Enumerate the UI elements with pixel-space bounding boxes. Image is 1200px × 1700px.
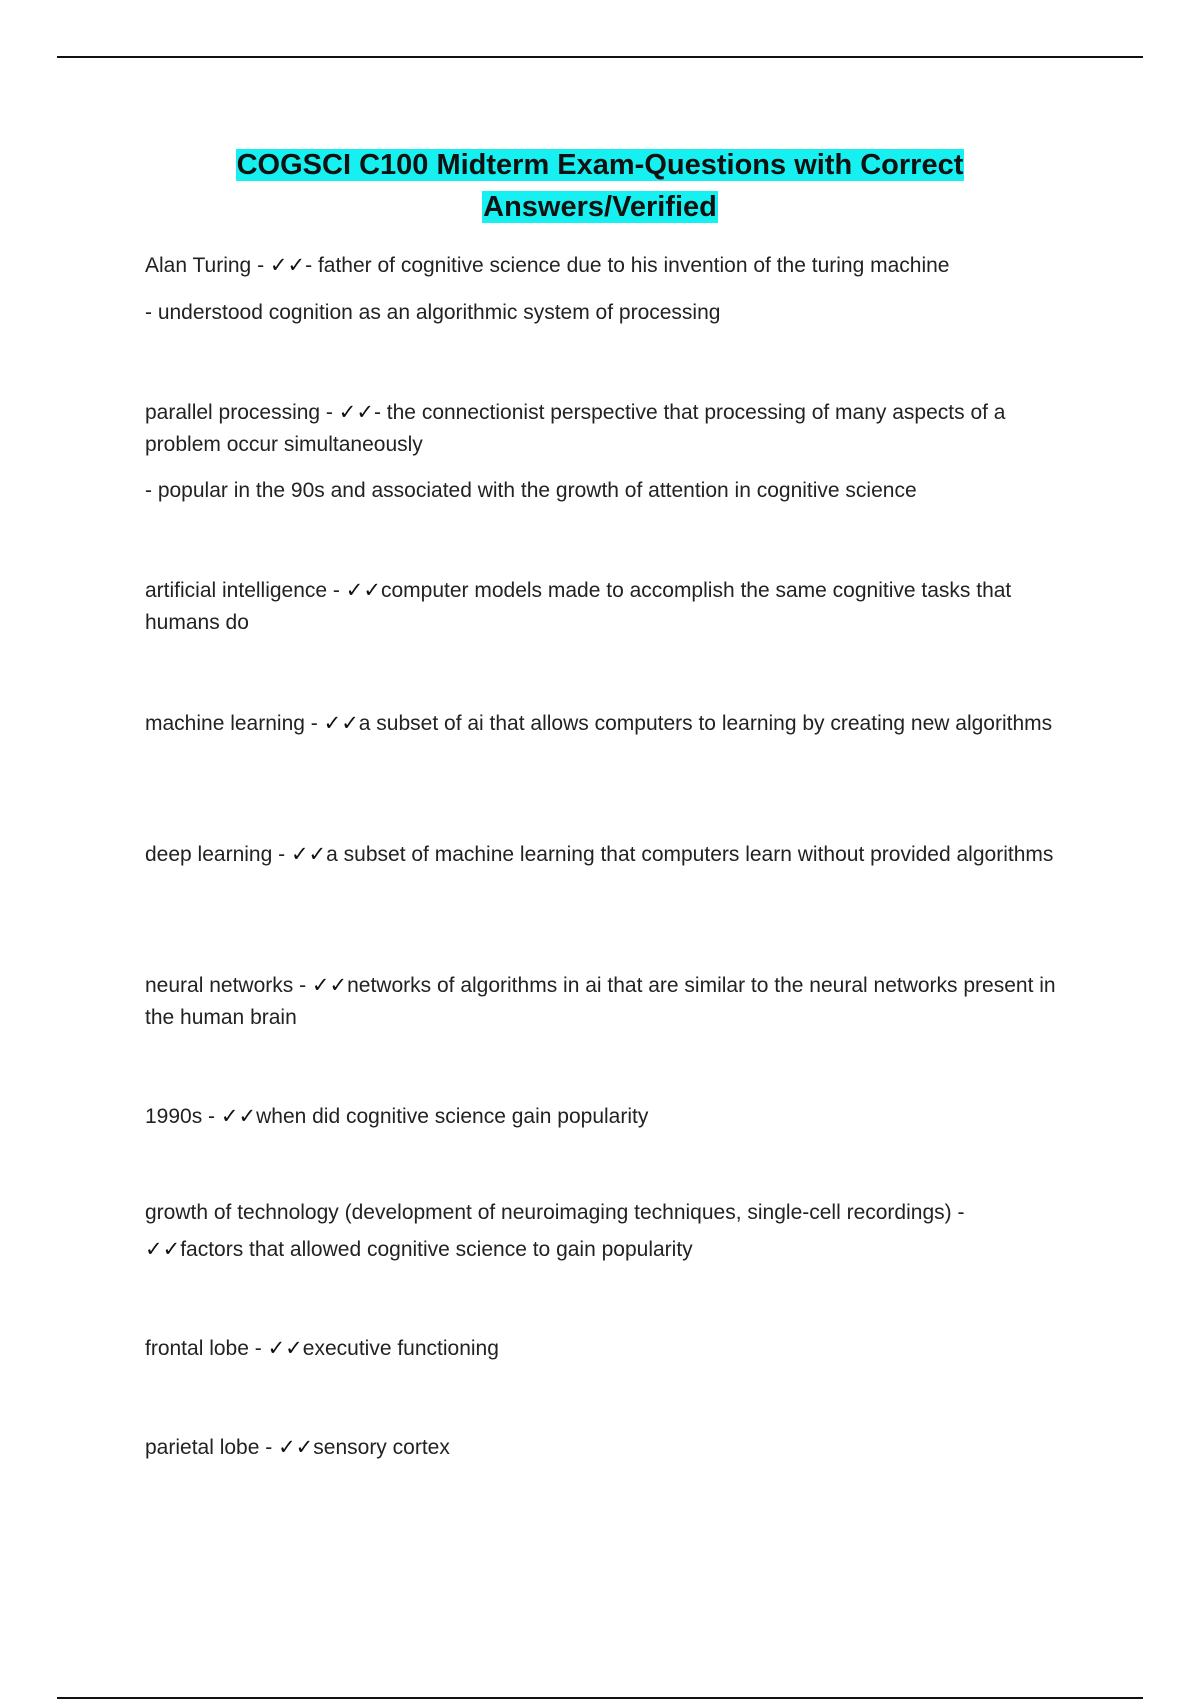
check-mark-icon: ✓✓ bbox=[338, 400, 374, 424]
list-item-continuation: - understood cognition as an algorithmic system of processing bbox=[145, 301, 721, 324]
term: parallel processing - bbox=[145, 401, 339, 424]
term: frontal lobe - bbox=[145, 1337, 268, 1360]
list-item bbox=[145, 1431, 1075, 1464]
check-mark-icon: ✓✓ bbox=[290, 842, 327, 866]
title-line-2: Answers/Verified bbox=[483, 191, 717, 223]
check-mark-icon: ✓✓ bbox=[311, 973, 348, 997]
check-mark-icon: ✓✓ bbox=[220, 1104, 257, 1128]
title-line-1: COGSCI C100 Midterm Exam-Questions with Correct bbox=[236, 149, 964, 181]
document-title bbox=[0, 144, 1200, 228]
term: parietal lobe - bbox=[145, 1436, 279, 1459]
list-item bbox=[145, 838, 1075, 871]
definition: father of cognitive science due to his invention of the turing machine bbox=[317, 254, 950, 277]
list-item bbox=[145, 574, 1075, 639]
definition: networks of algorithms in ai that are similar to the neural networks present in the human brain bbox=[145, 974, 1056, 1029]
check-mark-icon: ✓✓ bbox=[345, 578, 381, 602]
list-item bbox=[145, 969, 1075, 1034]
definition: a subset of ai that allows computers to learning by creating new algorithms bbox=[358, 712, 1053, 735]
list-item bbox=[145, 1100, 1075, 1133]
definition: sensory cortex bbox=[313, 1436, 450, 1459]
bottom-rule bbox=[57, 1697, 1143, 1699]
definition: the connectionist perspective that processing of many aspects of a problem occur simultaneously bbox=[145, 401, 1006, 456]
definition: executive functioning bbox=[302, 1337, 499, 1360]
check-mark-icon: ✓✓ bbox=[278, 1435, 314, 1459]
list-item-continuation: - popular in the 90s and associated with the growth of attention in cognitive science bbox=[145, 479, 917, 502]
check-mark-icon: ✓✓ bbox=[269, 253, 306, 277]
definition: computer models made to accomplish the same cognitive tasks that humans do bbox=[145, 579, 1012, 634]
term: Alan Turing - bbox=[145, 254, 270, 277]
separator: - bbox=[305, 254, 318, 277]
definition: factors that allowed cognitive science to gain popularity bbox=[180, 1238, 693, 1261]
list-item bbox=[145, 1332, 1075, 1365]
definition: when did cognitive science gain popularity bbox=[256, 1105, 649, 1128]
top-rule bbox=[57, 56, 1143, 58]
separator: - bbox=[373, 401, 387, 424]
term: machine learning - bbox=[145, 712, 324, 735]
list-item bbox=[145, 249, 1075, 282]
list-item bbox=[145, 396, 1075, 461]
term: neural networks - bbox=[145, 974, 312, 997]
list-item bbox=[145, 1195, 1075, 1268]
check-mark-icon: ✓✓ bbox=[267, 1336, 303, 1360]
list-item bbox=[145, 707, 1075, 740]
term: artificial intelligence - bbox=[145, 579, 346, 602]
check-mark-icon: ✓✓ bbox=[323, 711, 359, 735]
term: growth of technology (development of neuroimaging techniques, single-cell recordings) - bbox=[145, 1201, 965, 1224]
definition: a subset of machine learning that computers learn without provided algorithms bbox=[326, 843, 1054, 866]
term: 1990s - bbox=[145, 1105, 221, 1128]
term: deep learning - bbox=[145, 843, 291, 866]
check-mark-icon: ✓✓ bbox=[145, 1237, 181, 1261]
